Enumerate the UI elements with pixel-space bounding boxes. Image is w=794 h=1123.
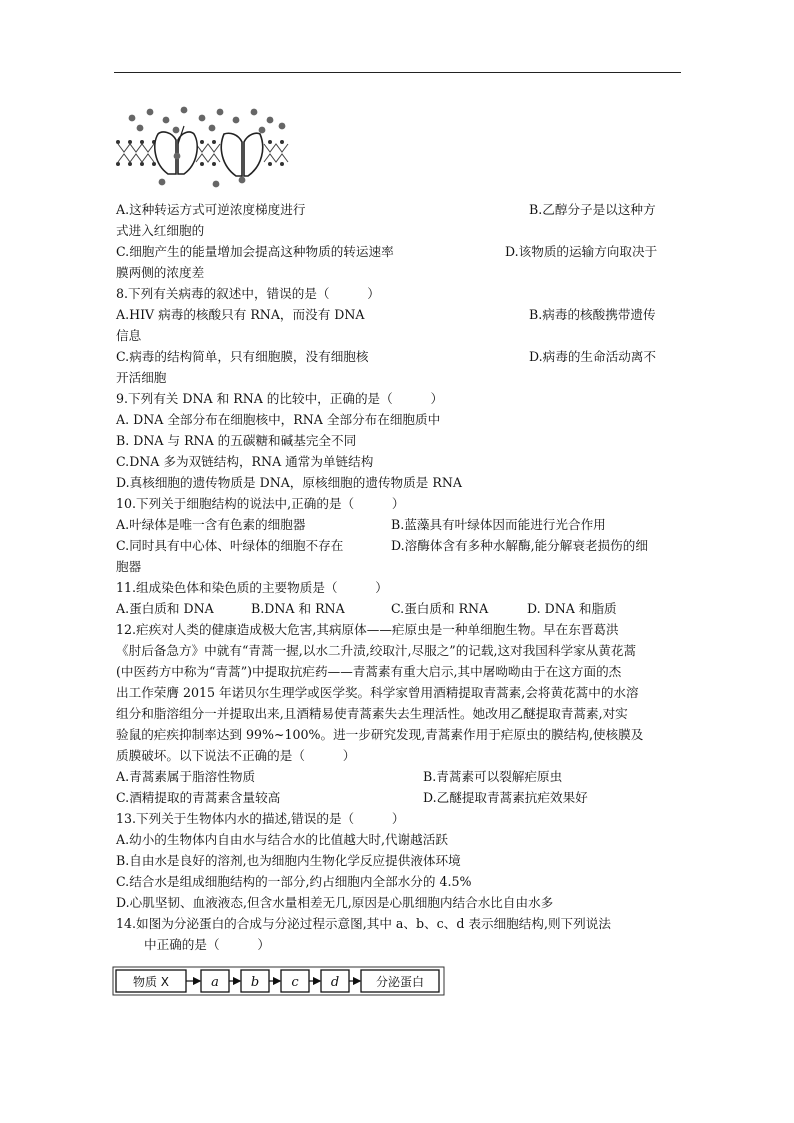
q14-stem-continued: 中正确的是（ ）: [144, 937, 270, 952]
flow-label-c: c: [291, 975, 299, 990]
q10-option-d: D.溶酶体含有多种水解酶,能分解衰老损伤的细: [391, 538, 648, 553]
q8-option-d-continued: 开活细胞: [116, 370, 167, 385]
q8-option-c: C.病毒的结构简单，只有细胞膜，没有细胞核: [116, 349, 369, 364]
flow-label-b: b: [250, 975, 260, 990]
membrane-transport-figure: [112, 104, 292, 192]
flow-start-label: 物质 X: [132, 975, 170, 989]
q9-option-b: B. DNA 与 RNA 的五碳糖和碱基完全不同: [116, 433, 357, 448]
q11-option-b: B.DNA 和 RNA: [251, 601, 345, 616]
q12-stem-line-1: 12.疟疾对人类的健康造成极大危害,其病原体——疟原虫是一种单细胞生物。早在东晋葛洪: [116, 622, 619, 637]
q7-option-a: A.这种转运方式可逆浓度梯度进行: [116, 202, 306, 217]
q12-stem-line-5: 组分和脂溶组分一并提取出来,且酒精易使青蒿素失去生理活性。她改用乙醚提取青蒿素,对实: [116, 706, 628, 721]
q13-option-d: D.心肌坚韧、血液液态,但含水量相差无几,原因是心肌细胞内结合水比自由水多: [116, 895, 554, 910]
secretion-flow-diagram: [112, 965, 448, 999]
q12-stem-line-2: 《肘后备急方》中就有“青蒿一握,以水二升渍,绞取汁,尽服之”的记载,这对我国科学家从黄花蒿: [116, 643, 637, 658]
header-rule: [114, 72, 681, 73]
q11-option-c: C.蛋白质和 RNA: [391, 601, 489, 616]
q12-option-c: C.酒精提取的青蒿素含量较高: [116, 790, 281, 805]
q7-option-d-continued: 膜两侧的浓度差: [116, 265, 205, 280]
flow-end-label: 分泌蛋白: [375, 975, 425, 989]
q8-option-b: B.病毒的核酸携带遗传: [529, 307, 656, 322]
q10-option-a: A.叶绿体是唯一含有色素的细胞器: [116, 517, 306, 532]
q12-option-a: A.青蒿素属于脂溶性物质: [116, 769, 256, 784]
q13-option-b: B.自由水是良好的溶剂,也为细胞内生物化学反应提供液体环境: [116, 853, 461, 868]
q8-option-b-continued: 信息: [116, 328, 142, 343]
q13-stem: 13.下列关于生物体内水的描述,错误的是（ ）: [116, 811, 405, 826]
q13-option-c: C.结合水是组成细胞结构的一部分,约占细胞内全部水分的 4.5%: [116, 874, 472, 889]
q14-stem: 14.如图为分泌蛋白的合成与分泌过程示意图,其中 a、b、c、d 表示细胞结构,则下列说法: [116, 916, 611, 931]
q7-option-b: B.乙醇分子是以这种方: [529, 202, 656, 217]
q11-stem: 11.组成染色体和染色质的主要物质是（ ）: [116, 580, 388, 595]
q7-option-b-continued: 式进入红细胞的: [116, 223, 205, 238]
q10-stem: 10.下列关于细胞结构的说法中,正确的是（ ）: [116, 496, 405, 511]
q8-option-d: D.病毒的生命活动离不: [529, 349, 656, 364]
q12-option-b: B.青蒿素可以裂解疟原虫: [423, 769, 563, 784]
flow-label-a: a: [211, 975, 219, 990]
q11-option-a: A.蛋白质和 DNA: [116, 601, 214, 616]
q7-option-d: D.该物质的运输方向取决于: [505, 244, 658, 259]
q12-stem-line-6: 验鼠的疟疾抑制率达到 99%~100%。进一步研究发现,青蒿素作用于疟原虫的膜结构,使核膜及: [116, 727, 644, 742]
q9-option-c: C.DNA 多为双链结构，RNA 通常为单链结构: [116, 454, 374, 469]
q10-option-b: B.蓝藻具有叶绿体因而能进行光合作用: [391, 517, 606, 532]
q9-option-d: D.真核细胞的遗传物质是 DNA，原核细胞的遗传物质是 RNA: [116, 475, 462, 490]
carrier-protein-right: [221, 133, 262, 176]
q8-option-a: A.HIV 病毒的核酸只有 RNA，而没有 DNA: [116, 307, 365, 322]
q13-option-a: A.幼小的生物体内自由水与结合水的比值越大时,代谢越活跃: [116, 832, 448, 847]
q8-stem: 8.下列有关病毒的叙述中，错误的是（ ）: [116, 286, 380, 301]
q10-option-c: C.同时具有中心体、叶绿体的细胞不存在: [116, 538, 344, 553]
q10-option-d-continued: 胞器: [116, 559, 142, 574]
q12-stem-line-4: 出工作荣膺 2015 年诺贝尔生理学或医学奖。科学家曾用酒精提取青蒿素,会将黄花蒿中的水溶: [116, 685, 639, 700]
q11-option-d: D. DNA 和脂质: [527, 601, 617, 616]
q12-stem-line-7: 质膜破坏。以下说法不正确的是（ ）: [116, 748, 356, 763]
q12-stem-line-3: (中医药方中称为“青蒿”)中提取抗疟药——青蒿素有重大启示,其中屠呦呦由于在这方面的杰: [116, 664, 622, 679]
q12-option-d: D.乙醚提取青蒿素抗疟效果好: [423, 790, 588, 805]
q9-stem: 9.下列有关 DNA 和 RNA 的比较中，正确的是（ ）: [116, 391, 444, 406]
q9-option-a: A. DNA 全部分布在细胞核中，RNA 全部分布在细胞质中: [116, 412, 441, 427]
flow-label-d: d: [330, 975, 340, 990]
q7-option-c: C.细胞产生的能量增加会提高这种物质的转运速率: [116, 244, 394, 259]
